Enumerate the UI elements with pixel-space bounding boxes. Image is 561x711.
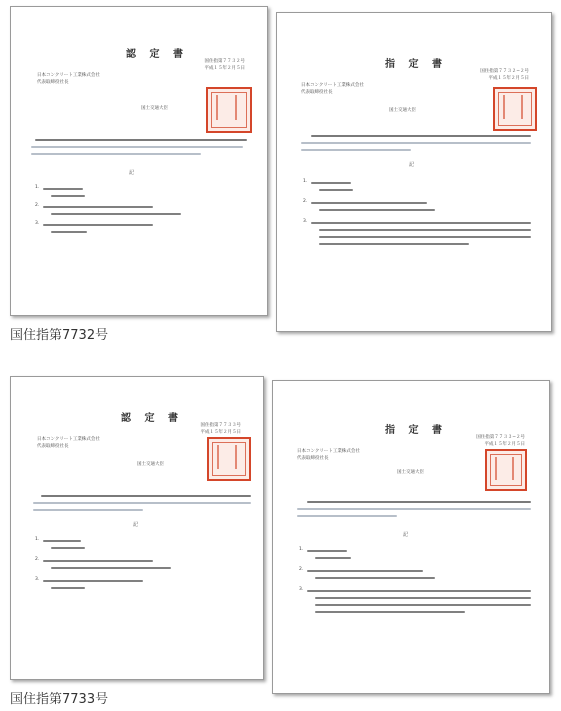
item-text-line [51, 567, 171, 569]
item-text-line [43, 560, 153, 562]
item-number: 2. [299, 567, 304, 572]
official-seal [493, 87, 537, 131]
recipient-block: 日本コンクリート工業株式会社 代表取締役社長 [301, 83, 364, 95]
document-number-date: 国住指第７７３３−２号 平成１５年２月５日 [476, 435, 525, 447]
issuer-name: 国土交通大臣 [389, 108, 416, 113]
body-text-line [35, 139, 247, 141]
item-text-line [307, 590, 531, 592]
body-text-line [297, 515, 397, 517]
item-number: 2. [35, 557, 40, 562]
certificate-document [10, 6, 268, 316]
item-number: 1. [35, 185, 40, 190]
official-seal [206, 87, 252, 133]
item-number: 1. [299, 547, 304, 552]
item-text-line [307, 550, 347, 552]
issuer-name: 国土交通大臣 [397, 470, 424, 475]
item-text-line [311, 182, 351, 184]
document-title: 指 定 書 [385, 425, 447, 436]
ki-heading: 記 [409, 162, 415, 168]
item-text-line [315, 604, 531, 606]
document-caption: 国住指第7732号 [10, 328, 109, 343]
body-text-line [31, 146, 243, 148]
item-text-line [319, 236, 531, 238]
item-number: 3. [299, 587, 304, 592]
item-text-line [51, 213, 181, 215]
issuer-name: 国土交通大臣 [141, 106, 168, 111]
official-seal [485, 449, 527, 491]
ki-heading: 記 [403, 532, 409, 538]
item-text-line [311, 202, 427, 204]
body-text-line [297, 508, 531, 510]
item-number: 1. [35, 537, 40, 542]
item-text-line [319, 189, 353, 191]
body-text-line [307, 501, 531, 503]
item-number: 2. [303, 199, 308, 204]
document-title: 指 定 書 [385, 59, 447, 70]
item-text-line [43, 580, 143, 582]
document-title: 認 定 書 [126, 49, 188, 60]
item-text-line [315, 577, 435, 579]
document-title: 認 定 書 [121, 413, 183, 424]
body-text-line [41, 495, 251, 497]
item-text-line [319, 209, 435, 211]
document-number-date: 国住指第７７３３号 平成１５年２月５日 [200, 423, 241, 435]
item-text-line [311, 222, 531, 224]
item-text-line [43, 540, 81, 542]
document-caption: 国住指第7733号 [10, 692, 109, 707]
item-number: 1. [303, 179, 308, 184]
item-number: 2. [35, 203, 40, 208]
certificate-document [10, 376, 264, 680]
recipient-block: 日本コンクリート工業株式会社 代表取締役社長 [37, 73, 100, 85]
item-text-line [307, 570, 423, 572]
body-text-line [31, 153, 201, 155]
body-text-line [301, 142, 531, 144]
designation-document [276, 12, 552, 332]
recipient-block: 日本コンクリート工業株式会社 代表取締役社長 [297, 449, 360, 461]
item-text-line [319, 243, 469, 245]
issuer-name: 国土交通大臣 [137, 462, 164, 467]
body-text-line [301, 149, 411, 151]
item-number: 3. [303, 219, 308, 224]
item-text-line [51, 547, 85, 549]
item-text-line [315, 611, 465, 613]
item-text-line [43, 188, 83, 190]
item-text-line [315, 597, 531, 599]
document-number-date: 国住指第７７３２号 平成１５年２月５日 [204, 59, 245, 71]
item-text-line [51, 231, 87, 233]
body-text-line [311, 135, 531, 137]
item-text-line [51, 587, 85, 589]
item-text-line [43, 206, 153, 208]
ki-heading: 記 [133, 522, 139, 528]
recipient-block: 日本コンクリート工業株式会社 代表取締役社長 [37, 437, 100, 449]
ki-heading: 記 [129, 170, 135, 176]
body-text-line [33, 502, 251, 504]
item-text-line [51, 195, 85, 197]
item-text-line [315, 557, 351, 559]
designation-document [272, 380, 550, 694]
body-text-line [33, 509, 143, 511]
document-number-date: 国住指第７７３２−２号 平成１５年２月５日 [480, 69, 529, 81]
item-number: 3. [35, 221, 40, 226]
official-seal [207, 437, 251, 481]
item-text-line [319, 229, 531, 231]
item-text-line [43, 224, 153, 226]
item-number: 3. [35, 577, 40, 582]
